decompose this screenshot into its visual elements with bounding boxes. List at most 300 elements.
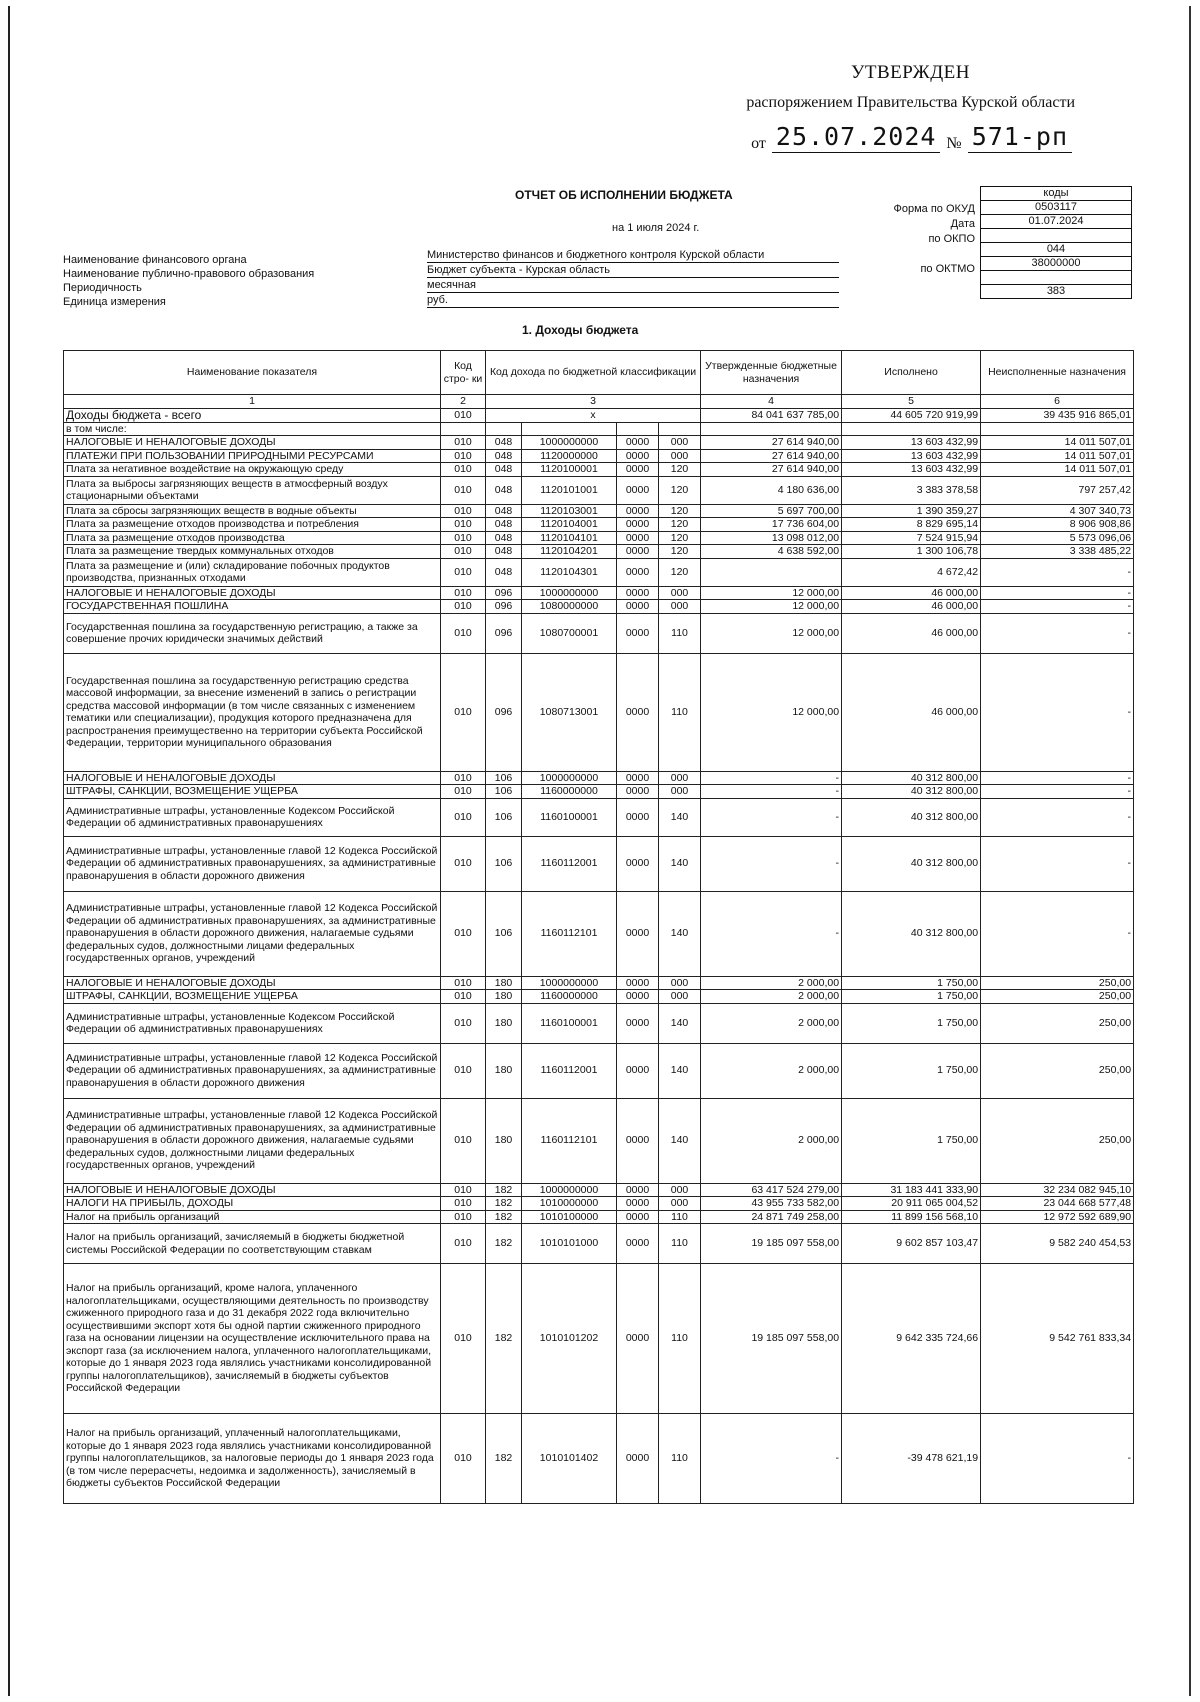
row-admin-code: 106 bbox=[486, 891, 522, 976]
row-unexecuted: - bbox=[981, 600, 1134, 614]
row-admin-code: 180 bbox=[486, 1003, 522, 1043]
row-executed: 9 602 857 103,47 bbox=[842, 1224, 981, 1264]
row-admin-code: 048 bbox=[486, 436, 522, 450]
row-line-code: 010 bbox=[441, 504, 486, 518]
row-kosgu-code: 140 bbox=[659, 798, 701, 836]
okei-value: 383 bbox=[980, 285, 1132, 299]
row-admin-code: 096 bbox=[486, 653, 522, 771]
row-income-code: 1120101001 bbox=[522, 476, 617, 504]
codes-header: коды bbox=[980, 186, 1132, 201]
row-name: Административные штрафы, установленные главой 12 Кодекса Российской Федерации об административных правонарушениях, за административные правонарушения в области дорожного движения bbox=[64, 836, 441, 891]
public-entity-value: Бюджет субъекта - Курская область bbox=[427, 264, 839, 278]
date-prefix: от bbox=[751, 135, 766, 152]
row-approved: 2 000,00 bbox=[701, 990, 842, 1004]
row-income-code: 1000000000 bbox=[522, 771, 617, 785]
row-unexecuted: - bbox=[981, 613, 1134, 653]
row-kosgu-code: 140 bbox=[659, 836, 701, 891]
unit-value: руб. bbox=[427, 294, 839, 308]
row-unexecuted: 250,00 bbox=[981, 1003, 1134, 1043]
table-row bbox=[64, 613, 1134, 653]
row-name: Государственная пошлина за государственную регистрацию средства массовой информации, за внесение изменений в запись о регистрации средства массовой информации (в том числе связанных с изменением тематики или специализации), продукция которого предназначена для распространения преимущественно на территории субъекта Российской Федерации, территории муниципального образования bbox=[64, 653, 441, 771]
periodicity-value: месячная bbox=[427, 279, 839, 293]
row-name: Плата за размещение отходов производства и потребления bbox=[64, 518, 441, 532]
row-approved: 17 736 604,00 bbox=[701, 518, 842, 532]
row-executed: 20 911 065 004,52 bbox=[842, 1197, 981, 1211]
row-name: Административные штрафы, установленные главой 12 Кодекса Российской Федерации об административных правонарушениях, за административные правонарушения в области дорожного движения, налагаемые судьями федеральных судов, должностными лицами федеральных государственных органов, учреждений bbox=[64, 891, 441, 976]
row-admin-code: 048 bbox=[486, 476, 522, 504]
row-approved: 27 614 940,00 bbox=[701, 463, 842, 477]
table-row bbox=[64, 1043, 1134, 1098]
table-row bbox=[64, 798, 1134, 836]
glava-value: 044 bbox=[980, 243, 1132, 257]
row-approved: 13 098 012,00 bbox=[701, 531, 842, 545]
date-value: 01.07.2024 bbox=[980, 215, 1132, 229]
row-line-code: 010 bbox=[441, 653, 486, 771]
header-name: Наименование показателя bbox=[64, 351, 441, 395]
row-kosgu-code: 000 bbox=[659, 600, 701, 614]
table-row bbox=[64, 545, 1134, 559]
row-line-code: 010 bbox=[441, 531, 486, 545]
row-approved: - bbox=[701, 798, 842, 836]
row-line-code: 010 bbox=[441, 1210, 486, 1224]
row-line-code: 010 bbox=[441, 785, 486, 799]
row-kosgu-code: 140 bbox=[659, 1098, 701, 1183]
row-line-code: 010 bbox=[441, 449, 486, 463]
okpo-label: по ОКПО bbox=[928, 233, 975, 245]
row-income-code: 1120103001 bbox=[522, 504, 617, 518]
row-line-code: 010 bbox=[441, 1003, 486, 1043]
row-kosgu-code: 000 bbox=[659, 785, 701, 799]
row-income-code: 1160112101 bbox=[522, 891, 617, 976]
row-approved: 12 000,00 bbox=[701, 600, 842, 614]
row-admin-code: 182 bbox=[486, 1210, 522, 1224]
row-name: Налог на прибыль организаций, кроме налога, уплаченного налогоплательщиками, осуществляющими деятельность по производству сжиженного природного газа и до 31 декабря 2022 года включительно осуществившими экспорт хотя бы одной партии сжиженного природного газа на основании лицензии на осуществление исключительного права на экспорт газа (за исключением налога, уплаченного налогоплательщиками, которые до 1 января 2023 года являлись участниками консолидированной группы налогоплательщиков), зачисляемый в бюджеты субъектов Российской Федерации bbox=[64, 1264, 441, 1414]
row-income-code: 1010101202 bbox=[522, 1264, 617, 1414]
row-admin-code: 182 bbox=[486, 1197, 522, 1211]
row-unexecuted: 250,00 bbox=[981, 990, 1134, 1004]
codes-box bbox=[980, 186, 1132, 299]
table-row bbox=[64, 976, 1134, 990]
row-line-code: 010 bbox=[441, 798, 486, 836]
row-income-code: 1120104201 bbox=[522, 545, 617, 559]
row-income-code: 1010100000 bbox=[522, 1210, 617, 1224]
row-executed: 11 899 156 568,10 bbox=[842, 1210, 981, 1224]
fin-org-value: Министерство финансов и бюджетного контроля Курской области bbox=[427, 249, 839, 263]
row-executed: 40 312 800,00 bbox=[842, 891, 981, 976]
row-approved: 19 185 097 558,00 bbox=[701, 1264, 842, 1414]
row-executed: 40 312 800,00 bbox=[842, 798, 981, 836]
row-executed: 3 383 378,58 bbox=[842, 476, 981, 504]
total-code: x bbox=[486, 408, 701, 422]
row-kosgu-code: 120 bbox=[659, 545, 701, 559]
oktmo-value: 38000000 bbox=[980, 257, 1132, 271]
row-income-code: 1160112001 bbox=[522, 836, 617, 891]
row-approved: 12 000,00 bbox=[701, 653, 842, 771]
row-program-code: 0000 bbox=[617, 1003, 659, 1043]
row-line-code: 010 bbox=[441, 1414, 486, 1504]
row-executed: 1 750,00 bbox=[842, 976, 981, 990]
blank-value bbox=[980, 271, 1132, 285]
approved-stamp: УТВЕРЖДЕН bbox=[850, 62, 970, 83]
table-row bbox=[64, 531, 1134, 545]
row-name: Плата за выбросы загрязняющих веществ в атмосферный воздух стационарными объектами bbox=[64, 476, 441, 504]
row-name: Плата за размещение и (или) складирование побочных продуктов производства, признанных отходами bbox=[64, 558, 441, 586]
row-executed: 1 750,00 bbox=[842, 1003, 981, 1043]
table-row bbox=[64, 1183, 1134, 1197]
row-program-code: 0000 bbox=[617, 798, 659, 836]
row-program-code: 0000 bbox=[617, 558, 659, 586]
row-unexecuted: - bbox=[981, 1414, 1134, 1504]
table-row bbox=[64, 1224, 1134, 1264]
row-line-code: 010 bbox=[441, 771, 486, 785]
col-number: 5 bbox=[842, 395, 981, 409]
table-row bbox=[64, 1003, 1134, 1043]
row-kosgu-code: 120 bbox=[659, 504, 701, 518]
oktmo-label: по ОКТМО bbox=[920, 263, 975, 275]
row-kosgu-code: 110 bbox=[659, 1414, 701, 1504]
row-line-code: 010 bbox=[441, 1224, 486, 1264]
row-line-code: 010 bbox=[441, 1183, 486, 1197]
row-approved: 19 185 097 558,00 bbox=[701, 1224, 842, 1264]
row-executed: 7 524 915,94 bbox=[842, 531, 981, 545]
row-name: Плата за сбросы загрязняющих веществ в водные объекты bbox=[64, 504, 441, 518]
row-kosgu-code: 000 bbox=[659, 436, 701, 450]
total-line: 010 bbox=[441, 408, 486, 422]
table-row bbox=[64, 476, 1134, 504]
row-line-code: 010 bbox=[441, 1098, 486, 1183]
row-executed: 31 183 441 333,90 bbox=[842, 1183, 981, 1197]
row-income-code: 1160000000 bbox=[522, 990, 617, 1004]
row-program-code: 0000 bbox=[617, 976, 659, 990]
okud-label: Форма по ОКУД bbox=[893, 203, 975, 215]
row-admin-code: 106 bbox=[486, 836, 522, 891]
row-approved: 4 638 592,00 bbox=[701, 545, 842, 559]
row-line-code: 010 bbox=[441, 518, 486, 532]
periodicity-label: Периодичность bbox=[63, 282, 142, 294]
row-income-code: 1000000000 bbox=[522, 1183, 617, 1197]
row-name: Административные штрафы, установленные главой 12 Кодекса Российской Федерации об административных правонарушениях, за административные правонарушения в области дорожного движения bbox=[64, 1043, 441, 1098]
row-unexecuted: 250,00 bbox=[981, 1098, 1134, 1183]
row-line-code: 010 bbox=[441, 436, 486, 450]
row-unexecuted: 250,00 bbox=[981, 1043, 1134, 1098]
row-executed: 46 000,00 bbox=[842, 586, 981, 600]
row-line-code: 010 bbox=[441, 586, 486, 600]
row-program-code: 0000 bbox=[617, 785, 659, 799]
total-approved: 84 041 637 785,00 bbox=[701, 408, 842, 422]
row-approved: 2 000,00 bbox=[701, 976, 842, 990]
row-executed: 8 829 695,14 bbox=[842, 518, 981, 532]
row-program-code: 0000 bbox=[617, 771, 659, 785]
row-line-code: 010 bbox=[441, 1043, 486, 1098]
header-unexecuted: Неисполненные назначения bbox=[981, 351, 1134, 395]
okpo-value bbox=[980, 229, 1132, 243]
row-name: НАЛОГОВЫЕ И НЕНАЛОГОВЫЕ ДОХОДЫ bbox=[64, 771, 441, 785]
row-admin-code: 048 bbox=[486, 463, 522, 477]
row-income-code: 1080700001 bbox=[522, 613, 617, 653]
table-row bbox=[64, 891, 1134, 976]
row-kosgu-code: 110 bbox=[659, 613, 701, 653]
row-income-code: 1160000000 bbox=[522, 785, 617, 799]
row-program-code: 0000 bbox=[617, 1264, 659, 1414]
row-executed: 1 390 359,27 bbox=[842, 504, 981, 518]
row-income-code: 1000000000 bbox=[522, 586, 617, 600]
row-approved: 63 417 524 279,00 bbox=[701, 1183, 842, 1197]
row-program-code: 0000 bbox=[617, 653, 659, 771]
row-unexecuted: - bbox=[981, 785, 1134, 799]
table-row bbox=[64, 449, 1134, 463]
row-income-code: 1160100001 bbox=[522, 798, 617, 836]
total-name: Доходы бюджета - всего bbox=[64, 408, 441, 422]
table-row bbox=[64, 1210, 1134, 1224]
row-unexecuted: 5 573 096,06 bbox=[981, 531, 1134, 545]
row-income-code: 1000000000 bbox=[522, 976, 617, 990]
row-income-code: 1160100001 bbox=[522, 1003, 617, 1043]
row-name: Плата за негативное воздействие на окружающую среду bbox=[64, 463, 441, 477]
row-name: НАЛОГОВЫЕ И НЕНАЛОГОВЫЕ ДОХОДЫ bbox=[64, 1183, 441, 1197]
row-admin-code: 096 bbox=[486, 613, 522, 653]
row-income-code: 1080000000 bbox=[522, 600, 617, 614]
row-name: Налог на прибыль организаций bbox=[64, 1210, 441, 1224]
row-name: Налог на прибыль организаций, зачисляемый в бюджеты бюджетной системы Российской Федерации по соответствующим ставкам bbox=[64, 1224, 441, 1264]
row-admin-code: 180 bbox=[486, 976, 522, 990]
row-income-code: 1080713001 bbox=[522, 653, 617, 771]
row-line-code: 010 bbox=[441, 600, 486, 614]
row-approved: 5 697 700,00 bbox=[701, 504, 842, 518]
row-income-code: 1010000000 bbox=[522, 1197, 617, 1211]
table-row bbox=[64, 518, 1134, 532]
row-kosgu-code: 120 bbox=[659, 518, 701, 532]
row-admin-code: 182 bbox=[486, 1183, 522, 1197]
report-title: ОТЧЕТ ОБ ИСПОЛНЕНИИ БЮДЖЕТА bbox=[515, 188, 733, 202]
row-name: Административные штрафы, установленные Кодексом Российской Федерации об административных правонарушениях bbox=[64, 798, 441, 836]
row-income-code: 1000000000 bbox=[522, 436, 617, 450]
row-approved: - bbox=[701, 836, 842, 891]
row-kosgu-code: 140 bbox=[659, 1003, 701, 1043]
total-executed: 44 605 720 919,99 bbox=[842, 408, 981, 422]
row-line-code: 010 bbox=[441, 990, 486, 1004]
table-row bbox=[64, 990, 1134, 1004]
row-name: НАЛОГОВЫЕ И НЕНАЛОГОВЫЕ ДОХОДЫ bbox=[64, 976, 441, 990]
total-row bbox=[64, 408, 1134, 422]
row-executed: 9 642 335 724,66 bbox=[842, 1264, 981, 1414]
row-program-code: 0000 bbox=[617, 1224, 659, 1264]
row-program-code: 0000 bbox=[617, 518, 659, 532]
including-label: в том числе: bbox=[64, 422, 441, 436]
row-program-code: 0000 bbox=[617, 476, 659, 504]
row-admin-code: 106 bbox=[486, 798, 522, 836]
row-kosgu-code: 000 bbox=[659, 449, 701, 463]
table-row bbox=[64, 586, 1134, 600]
row-admin-code: 048 bbox=[486, 545, 522, 559]
row-program-code: 0000 bbox=[617, 1197, 659, 1211]
table-row bbox=[64, 771, 1134, 785]
okud-value: 0503117 bbox=[980, 201, 1132, 215]
row-kosgu-code: 120 bbox=[659, 531, 701, 545]
row-income-code: 1120104301 bbox=[522, 558, 617, 586]
row-executed: 40 312 800,00 bbox=[842, 836, 981, 891]
row-program-code: 0000 bbox=[617, 600, 659, 614]
row-unexecuted: 14 011 507,01 bbox=[981, 463, 1134, 477]
row-kosgu-code: 000 bbox=[659, 1183, 701, 1197]
row-name: Налог на прибыль организаций, уплаченный налогоплательщиками, которые до 1 января 2023 года являлись участниками консолидированной группы налогоплательщиков, за налоговые периоды до 1 января 2023 года (в том числе перерасчеты, недоимка и задолженность), зачисляемый в бюджеты субъектов Российской Федерации bbox=[64, 1414, 441, 1504]
row-unexecuted: - bbox=[981, 653, 1134, 771]
order-number: 571-рп bbox=[968, 122, 1072, 153]
row-kosgu-code: 000 bbox=[659, 1197, 701, 1211]
row-admin-code: 180 bbox=[486, 1098, 522, 1183]
row-admin-code: 048 bbox=[486, 518, 522, 532]
row-program-code: 0000 bbox=[617, 1210, 659, 1224]
including-row bbox=[64, 422, 1134, 436]
row-approved: 27 614 940,00 bbox=[701, 449, 842, 463]
row-kosgu-code: 110 bbox=[659, 1224, 701, 1264]
codes-labels bbox=[820, 202, 975, 277]
meta-values bbox=[427, 249, 839, 309]
row-unexecuted: 9 582 240 454,53 bbox=[981, 1224, 1134, 1264]
row-income-code: 1120100001 bbox=[522, 463, 617, 477]
row-income-code: 1010101000 bbox=[522, 1224, 617, 1264]
row-unexecuted: - bbox=[981, 586, 1134, 600]
row-income-code: 1160112101 bbox=[522, 1098, 617, 1183]
row-name: НАЛОГОВЫЕ И НЕНАЛОГОВЫЕ ДОХОДЫ bbox=[64, 586, 441, 600]
row-line-code: 010 bbox=[441, 1197, 486, 1211]
row-line-code: 010 bbox=[441, 613, 486, 653]
report-date: на 1 июля 2024 г. bbox=[612, 222, 700, 234]
row-kosgu-code: 000 bbox=[659, 976, 701, 990]
row-executed: 13 603 432,99 bbox=[842, 449, 981, 463]
order-line bbox=[751, 122, 1072, 153]
row-program-code: 0000 bbox=[617, 1183, 659, 1197]
row-approved: - bbox=[701, 1414, 842, 1504]
row-income-code: 1160112001 bbox=[522, 1043, 617, 1098]
row-executed: 13 603 432,99 bbox=[842, 463, 981, 477]
row-line-code: 010 bbox=[441, 1264, 486, 1414]
row-income-code: 1120000000 bbox=[522, 449, 617, 463]
row-approved bbox=[701, 558, 842, 586]
row-kosgu-code: 140 bbox=[659, 891, 701, 976]
income-table bbox=[63, 350, 1134, 1504]
date-label: Дата bbox=[950, 218, 975, 230]
row-line-code: 010 bbox=[441, 545, 486, 559]
row-unexecuted: 32 234 082 945,10 bbox=[981, 1183, 1134, 1197]
row-program-code: 0000 bbox=[617, 1414, 659, 1504]
row-kosgu-code: 000 bbox=[659, 586, 701, 600]
row-unexecuted: - bbox=[981, 771, 1134, 785]
table-row bbox=[64, 785, 1134, 799]
row-unexecuted: 3 338 485,22 bbox=[981, 545, 1134, 559]
row-unexecuted: 250,00 bbox=[981, 976, 1134, 990]
header-approved: Утвержденные бюджетные назначения bbox=[701, 351, 842, 395]
row-name: ШТРАФЫ, САНКЦИИ, ВОЗМЕЩЕНИЕ УЩЕРБА bbox=[64, 785, 441, 799]
row-unexecuted: - bbox=[981, 798, 1134, 836]
row-income-code: 1120104101 bbox=[522, 531, 617, 545]
table-row bbox=[64, 463, 1134, 477]
number-prefix: № bbox=[946, 135, 962, 152]
row-approved: 4 180 636,00 bbox=[701, 476, 842, 504]
table-row bbox=[64, 600, 1134, 614]
row-unexecuted: 8 906 908,86 bbox=[981, 518, 1134, 532]
row-name: ШТРАФЫ, САНКЦИИ, ВОЗМЕЩЕНИЕ УЩЕРБА bbox=[64, 990, 441, 1004]
row-line-code: 010 bbox=[441, 836, 486, 891]
row-name: Плата за размещение твердых коммунальных отходов bbox=[64, 545, 441, 559]
row-executed: 46 000,00 bbox=[842, 600, 981, 614]
row-executed: 13 603 432,99 bbox=[842, 436, 981, 450]
row-program-code: 0000 bbox=[617, 449, 659, 463]
row-approved: 12 000,00 bbox=[701, 586, 842, 600]
row-program-code: 0000 bbox=[617, 586, 659, 600]
row-program-code: 0000 bbox=[617, 891, 659, 976]
row-approved: 24 871 749 258,00 bbox=[701, 1210, 842, 1224]
row-program-code: 0000 bbox=[617, 531, 659, 545]
row-program-code: 0000 bbox=[617, 1098, 659, 1183]
row-kosgu-code: 140 bbox=[659, 1043, 701, 1098]
row-income-code: 1120104001 bbox=[522, 518, 617, 532]
row-name: Административные штрафы, установленные Кодексом Российской Федерации об административных правонарушениях bbox=[64, 1003, 441, 1043]
approved-by: распоряжением Правительства Курской области bbox=[746, 94, 1075, 111]
row-executed: 1 750,00 bbox=[842, 1098, 981, 1183]
col-number: 3 bbox=[486, 395, 701, 409]
section-title: 1. Доходы бюджета bbox=[522, 323, 639, 337]
row-unexecuted: 14 011 507,01 bbox=[981, 449, 1134, 463]
row-name: НАЛОГИ НА ПРИБЫЛЬ, ДОХОДЫ bbox=[64, 1197, 441, 1211]
row-admin-code: 182 bbox=[486, 1264, 522, 1414]
row-kosgu-code: 110 bbox=[659, 1264, 701, 1414]
row-kosgu-code: 110 bbox=[659, 653, 701, 771]
row-executed: 40 312 800,00 bbox=[842, 771, 981, 785]
row-unexecuted: 797 257,42 bbox=[981, 476, 1134, 504]
total-unexecuted: 39 435 916 865,01 bbox=[981, 408, 1134, 422]
row-approved: 27 614 940,00 bbox=[701, 436, 842, 450]
row-name: ПЛАТЕЖИ ПРИ ПОЛЬЗОВАНИИ ПРИРОДНЫМИ РЕСУРСАМИ bbox=[64, 449, 441, 463]
header-executed: Исполнено bbox=[842, 351, 981, 395]
col-number: 1 bbox=[64, 395, 441, 409]
row-executed: 1 300 106,78 bbox=[842, 545, 981, 559]
row-executed: -39 478 621,19 bbox=[842, 1414, 981, 1504]
row-name: Государственная пошлина за государственную регистрацию, а также за совершение прочих юридически значимых действий bbox=[64, 613, 441, 653]
row-executed: 4 672,42 bbox=[842, 558, 981, 586]
header-line-code: Код стро- ки bbox=[441, 351, 486, 395]
table-row bbox=[64, 836, 1134, 891]
row-approved: 2 000,00 bbox=[701, 1003, 842, 1043]
row-name: ГОСУДАРСТВЕННАЯ ПОШЛИНА bbox=[64, 600, 441, 614]
col-number: 4 bbox=[701, 395, 842, 409]
row-line-code: 010 bbox=[441, 976, 486, 990]
header-income-code: Код дохода по бюджетной классификации bbox=[486, 351, 701, 395]
row-program-code: 0000 bbox=[617, 545, 659, 559]
row-admin-code: 048 bbox=[486, 558, 522, 586]
row-program-code: 0000 bbox=[617, 613, 659, 653]
row-kosgu-code: 110 bbox=[659, 1210, 701, 1224]
row-program-code: 0000 bbox=[617, 436, 659, 450]
row-admin-code: 182 bbox=[486, 1414, 522, 1504]
row-name: Административные штрафы, установленные главой 12 Кодекса Российской Федерации об административных правонарушениях, за административные правонарушения в области дорожного движения, налагаемые судьями федеральных судов, должностными лицами федеральных государственных органов, учреждений bbox=[64, 1098, 441, 1183]
row-approved: 2 000,00 bbox=[701, 1043, 842, 1098]
row-program-code: 0000 bbox=[617, 463, 659, 477]
table-row bbox=[64, 558, 1134, 586]
row-kosgu-code: 000 bbox=[659, 990, 701, 1004]
row-income-code: 1010101402 bbox=[522, 1414, 617, 1504]
row-unexecuted: - bbox=[981, 558, 1134, 586]
row-admin-code: 048 bbox=[486, 449, 522, 463]
row-program-code: 0000 bbox=[617, 504, 659, 518]
row-program-code: 0000 bbox=[617, 1043, 659, 1098]
row-line-code: 010 bbox=[441, 476, 486, 504]
order-date: 25.07.2024 bbox=[772, 122, 941, 153]
table-row bbox=[64, 1414, 1134, 1504]
row-program-code: 0000 bbox=[617, 836, 659, 891]
row-admin-code: 048 bbox=[486, 531, 522, 545]
row-executed: 1 750,00 bbox=[842, 1043, 981, 1098]
row-approved: - bbox=[701, 891, 842, 976]
